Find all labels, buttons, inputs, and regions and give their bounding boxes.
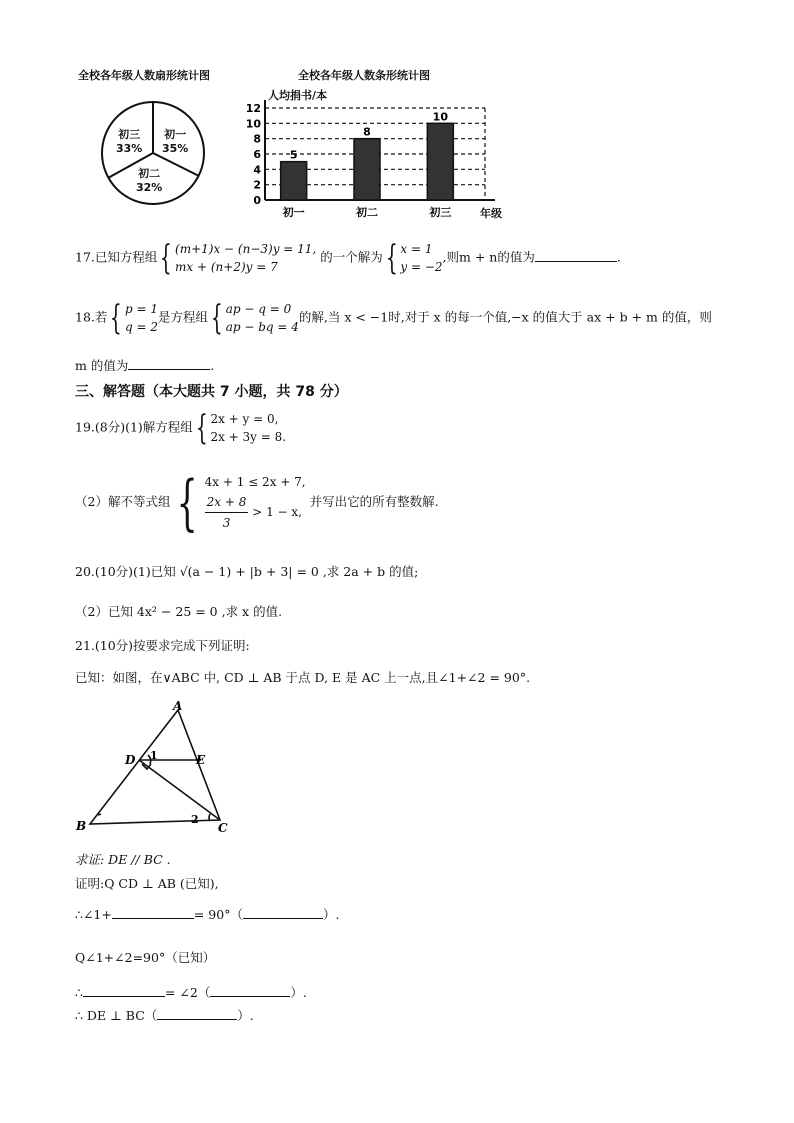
y-tick-label: 6 <box>253 148 261 161</box>
label-B: B <box>76 819 87 833</box>
question-20-part1: 20.(10分)(1)已知 √(a − 1) + |b + 3| = 0 ,求 2a + b 的值; <box>75 564 419 579</box>
y-tick-label: 0 <box>253 194 261 207</box>
proof-blank-4[interactable] <box>210 996 290 997</box>
y-tick-label: 4 <box>253 163 261 177</box>
bar-初二 <box>354 139 380 200</box>
data-label: 5 <box>289 148 298 162</box>
label-C: C <box>218 821 228 835</box>
question-20-part2: （2）已知 4x² − 25 = 0 ,求 x 的值. <box>75 604 283 619</box>
proof-blank-3[interactable] <box>83 996 165 997</box>
bar-chart-ylabel: 人均捐书/本 <box>268 89 328 102</box>
triangle-figure <box>70 698 235 838</box>
proof-blank-5[interactable] <box>157 1019 237 1020</box>
bar-chart-xlabel: 年级 <box>480 207 502 220</box>
proof-line-4: ∴ DE ⊥ BC（ ）. <box>75 1008 254 1023</box>
question-21-prompt: 21.(10分)按要求完成下列证明: <box>75 638 250 653</box>
bar-chart-title: 全校各年级人数条形统计图 <box>298 69 430 82</box>
pie-title: 全校各年级人数扇形统计图 <box>78 69 210 82</box>
y-tick-label: 2 <box>253 178 261 192</box>
data-label: 8 <box>363 125 371 139</box>
prove-statement: 求证: DE // BC . <box>75 852 171 867</box>
answer-blank-17[interactable] <box>535 261 617 262</box>
bar-chart <box>245 98 505 223</box>
proof-blank-1[interactable] <box>112 918 194 919</box>
label-A: A <box>173 699 183 713</box>
question-18-line2: m 的值为 . <box>75 358 215 373</box>
bar-初一 <box>281 162 307 200</box>
label-E: E <box>196 753 206 767</box>
section-heading: 三、解答题（本大题共 7 小题，共 78 分） <box>75 384 348 400</box>
y-tick-label: 8 <box>253 132 261 146</box>
y-tick-label: 12 <box>245 102 261 115</box>
x-tick-label: 初三 <box>429 206 452 219</box>
proof-start: 证明:Q CD ⊥ AB (已知), <box>75 876 219 891</box>
proof-line-3: ∴ = ∠2（ ）. <box>75 985 307 1000</box>
x-tick-label: 初二 <box>356 206 378 219</box>
pie-slice-1: 初一 35% <box>162 128 189 155</box>
label-D: D <box>125 753 136 767</box>
proof-line-1: ∴∠1+ = 90°（ ）. <box>75 907 340 922</box>
question-19-part2: （2）解不等式组 { 4x + 1 ≤ 2x + 7, $\frac{2x + 8}{3}$ > 1 − x, 并写出它的所有整数解. <box>75 467 439 538</box>
question-17: 17.已知方程组{ (m+1)x − (n−3)y = 11, mx + (n+2)y = 7 的一个解为{ x = 1 y = −2 ,则m + n的值为 . <box>75 238 621 278</box>
question-21-given: 已知：如图，在∨ABC 中, CD ⊥ AB 于点 D, E 是 AC 上一点,且∠1+∠2 = 90°. <box>75 670 531 685</box>
question-18: 18.若{ p = 1 q = 2 是方程组{ ap − q = 0 ap − bq = 4 的解,当 x < −1时,对于 x 的每一个值,−x 的值大于 ax + b + m 的值，则 <box>75 298 712 338</box>
question-19-part1: 19.(8分)(1)解方程组{ 2x + y = 0, 2x + 3y = 8. <box>75 408 287 448</box>
proof-blank-2[interactable] <box>243 918 323 919</box>
angle-1-label: 1 <box>150 749 158 762</box>
angle-2-label: 2 <box>191 813 199 826</box>
pie-slice-3: 初三 33% <box>116 128 143 155</box>
bar-初三 <box>427 123 453 200</box>
answer-blank-18[interactable] <box>128 369 210 370</box>
pie-slice-2: 初二 32% <box>136 167 163 194</box>
proof-line-2: Q∠1+∠2=90°（已知） <box>75 950 216 965</box>
y-tick-label: 10 <box>245 117 261 131</box>
x-tick-label: 初一 <box>282 206 305 219</box>
data-label: 10 <box>432 110 448 124</box>
